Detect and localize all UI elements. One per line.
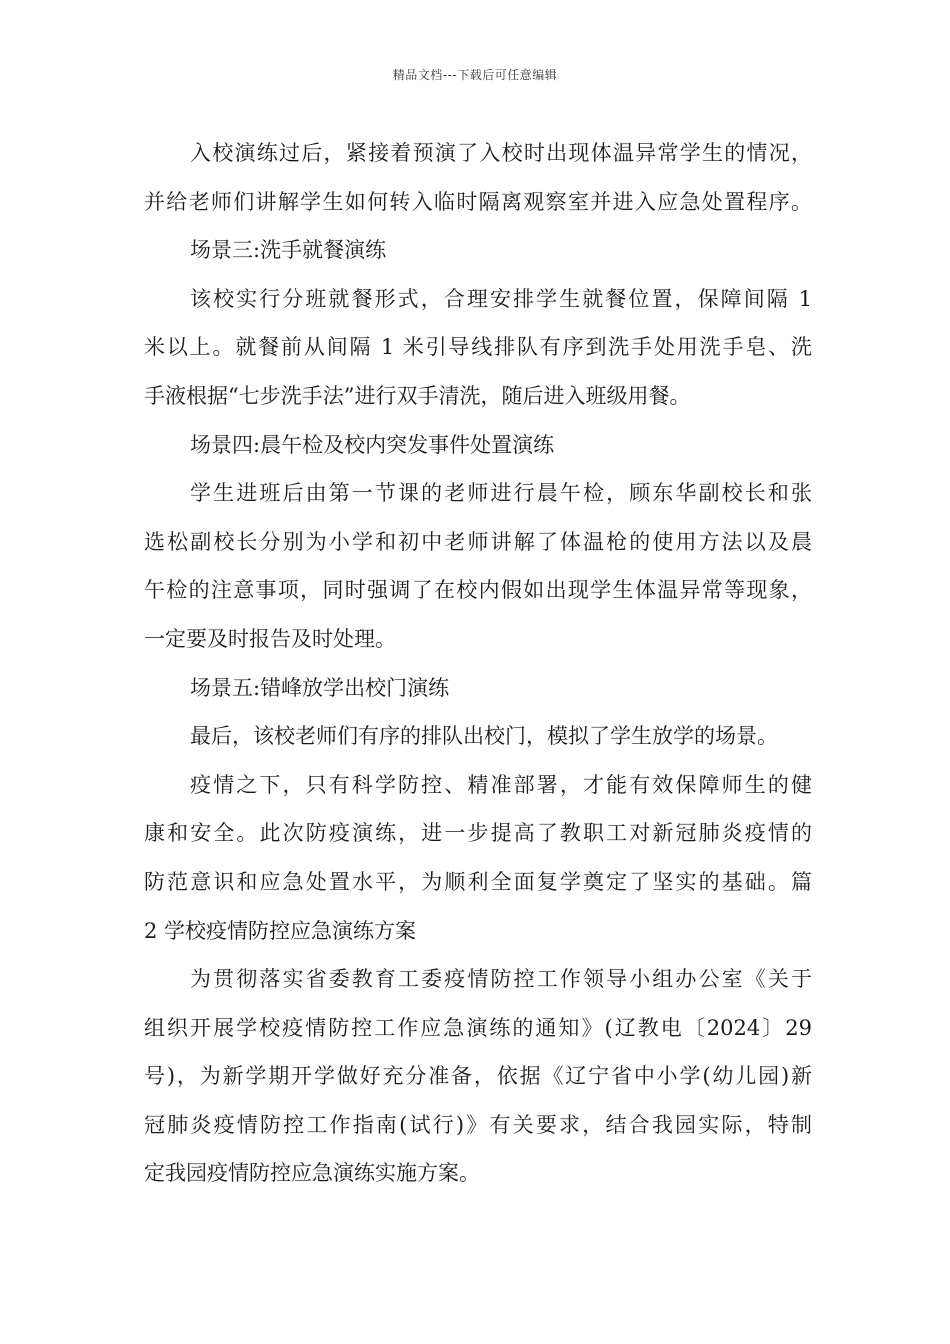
text-line: 米以上。就餐前从间隔 1 米引导线排队有序到洗手处用洗手皂、洗 [144,335,812,360]
text-line: 定我园疫情防控应急演练实施方案。 [144,1161,480,1186]
document-body [144,129,812,1198]
text-line: 冠肺炎疫情防控工作指南(试行)》有关要求，结合我园实际，特制 [144,1112,812,1137]
text-line: 场景三:洗手就餐演练 [190,238,387,263]
text-line: 康和安全。此次防疫演练，进一步提高了教职工对新冠肺炎疫情的 [144,821,812,846]
text-line: 2 学校疫情防控应急演练方案 [144,918,417,943]
text-line: 午检的注意事项，同时强调了在校内假如出现学生体温异常等现象， [144,578,812,603]
text-line: 为贯彻落实省委教育工委疫情防控工作领导小组办公室《关于 [190,967,812,992]
text-line: 组织开展学校疫情防控工作应急演练的通知》(辽教电〔2024〕29 [144,1015,812,1040]
text-line: 一定要及时报告及时处理。 [144,626,396,651]
text-line: 入校演练过后，紧接着预演了入校时出现体温异常学生的情况， [190,141,812,165]
text-line: 疫情之下，只有科学防控、精准部署，才能有效保障师生的健 [190,772,812,797]
text-line: 最后，该校老师们有序的排队出校门，模拟了学生放学的场景。 [190,724,778,749]
text-line: 学生进班后由第一节课的老师进行晨午检，顾东华副校长和张 [190,481,812,506]
page-header: 精品文档---下载后可任意编辑 [392,68,558,82]
text-line: 手液根据“七步洗手法”进行双手清洗，随后进入班级用餐。 [144,383,691,408]
text-line: 防范意识和应急处置水平，为顺利全面复学奠定了坚实的基础。篇 [144,869,812,894]
text-line: 该校实行分班就餐形式，合理安排学生就餐位置，保障间隔 1 [190,286,812,311]
text-line: 选松副校长分别为小学和初中老师讲解了体温枪的使用方法以及晨 [144,529,812,554]
text-line: 场景四:晨午检及校内突发事件处置演练 [190,432,555,457]
text-line: 场景五:错峰放学出校门演练 [190,675,450,700]
text-line: 号)，为新学期开学做好充分准备，依据《辽宁省中小学(幼儿园)新 [144,1064,812,1089]
text-line: 并给老师们讲解学生如何转入临时隔离观察室并进入应急处置程序。 [144,189,812,214]
